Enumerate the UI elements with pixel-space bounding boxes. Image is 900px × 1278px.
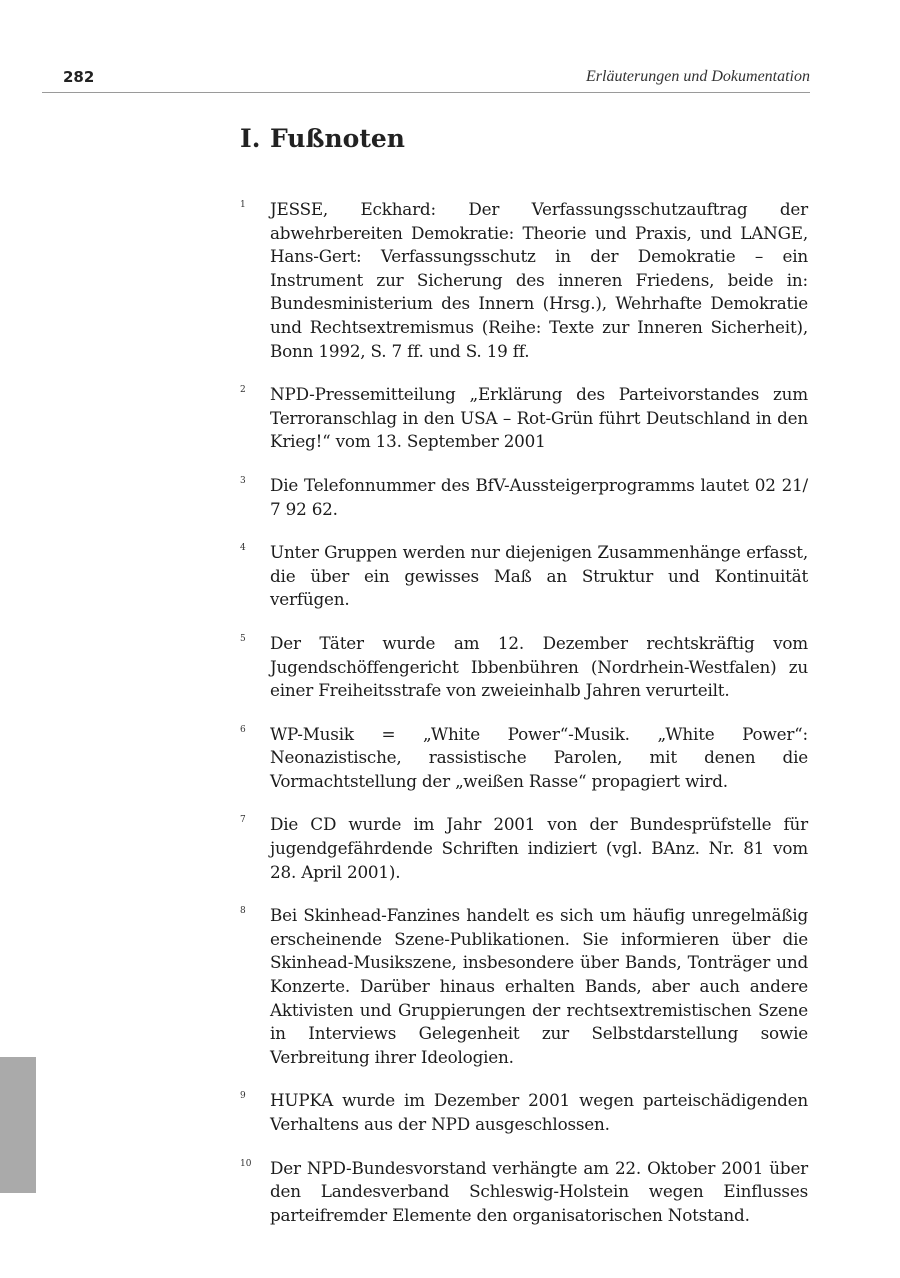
footnote-5 bbox=[240, 632, 808, 703]
running-head bbox=[42, 66, 810, 93]
footnote-1 bbox=[240, 198, 808, 363]
footnote-text: Die Telefonnummer des BfV-Aussteigerprogramms lautet 02 21/ 7 92 62. bbox=[270, 474, 808, 519]
footnote-7 bbox=[240, 813, 808, 884]
footnote-text: JESSE, Eckhard: Der Verfassungsschutzauftrag der abwehrbereiten Demokratie: Theorie und Praxis, und LANGE, Hans-Gert: Verfassungsschutz in der Demokratie – ein Instrument zur Sicherung des inneren Friedens, beide in: Bundesministerium des Innern (Hrsg.), Wehrhafte Demokratie und Rechtsextremismus (Reihe: Texte zur Inneren Sicherheit), Bonn 1992, S. 7 ff. und S. 19 ff. bbox=[270, 199, 808, 361]
footnote-marker: 8 bbox=[240, 906, 246, 917]
footnote-text: Bei Skinhead-Fanzines handelt es sich um häufig unregelmäßig erscheinende Szene-Publikationen. Sie informieren über die Skinhead-Musikszene, insbesondere über Bands, Tonträger und Konzerte. Darüber hinaus erhalten Bands, aber auch andere Aktivisten und Gruppierungen der rechtsextremistischen Szene in Interviews Gelegenheit zur Selbstdarstellung sowie Verbreitung ihrer Ideologien. bbox=[270, 905, 808, 1067]
chapter-thumb-tab bbox=[0, 1057, 36, 1193]
footnote-text: WP-Musik = „White Power“-Musik. „White Power“: Neonazistische, rassistische Parolen, mit denen die Vormachtstellung der „weißen Rasse“ propagiert wird. bbox=[270, 723, 808, 791]
footnote-list bbox=[240, 198, 808, 1247]
section-heading bbox=[240, 124, 405, 153]
footnote-text: Unter Gruppen werden nur diejenigen Zusammenhänge erfasst, die über ein gewisses Maß an Struktur und Kontinuität verfügen. bbox=[270, 542, 808, 610]
footnote-text: Der NPD-Bundesvorstand verhängte am 22. Oktober 2001 über den Landesverband Schleswig-Holstein wegen Einflusses parteifremder Elemente den organisatorischen Notstand. bbox=[270, 1157, 808, 1225]
footnote-marker: 9 bbox=[240, 1091, 246, 1102]
footnote-8 bbox=[240, 904, 808, 1069]
footnote-4 bbox=[240, 541, 808, 612]
footnote-marker: 2 bbox=[240, 385, 246, 396]
footnote-marker: 5 bbox=[240, 633, 246, 644]
footnote-marker: 1 bbox=[240, 200, 246, 210]
footnote-marker: 7 bbox=[240, 815, 246, 826]
footnote-6 bbox=[240, 723, 808, 794]
footnote-9 bbox=[240, 1089, 808, 1136]
footnote-text: NPD-Pressemitteilung „Erklärung des Parteivorstandes zum Terroranschlag in den USA – Rot-Grün führt Deutschland in den Krieg!“ vom 13. September 2001 bbox=[270, 384, 808, 452]
section-number: I. bbox=[240, 124, 261, 153]
footnote-10 bbox=[240, 1157, 808, 1228]
footnote-marker: 6 bbox=[240, 724, 246, 735]
footnote-marker: 3 bbox=[240, 475, 246, 486]
running-title: Erläuterungen und Dokumentation bbox=[586, 68, 810, 85]
footnote-3 bbox=[240, 474, 808, 521]
footnote-marker: 10 bbox=[240, 1158, 252, 1169]
footnote-text: Die CD wurde im Jahr 2001 von der Bundesprüfstelle für jugendgefährdende Schriften indiziert (vgl. BAnz. Nr. 81 vom 28. April 2001). bbox=[270, 814, 808, 882]
section-title: Fußnoten bbox=[270, 124, 405, 153]
footnote-2 bbox=[240, 383, 808, 454]
page-number: 282 bbox=[63, 68, 95, 86]
footnote-text: HUPKA wurde im Dezember 2001 wegen parteischädigenden Verhaltens aus der NPD ausgeschlossen. bbox=[270, 1090, 808, 1134]
footnote-marker: 4 bbox=[240, 543, 246, 554]
footnote-text: Der Täter wurde am 12. Dezember rechtskräftig vom Jugendschöffengericht Ibbenbühren (Nordrhein-Westfalen) zu einer Freiheitsstrafe von zweieinhalb Jahren verurteilt. bbox=[270, 632, 808, 701]
